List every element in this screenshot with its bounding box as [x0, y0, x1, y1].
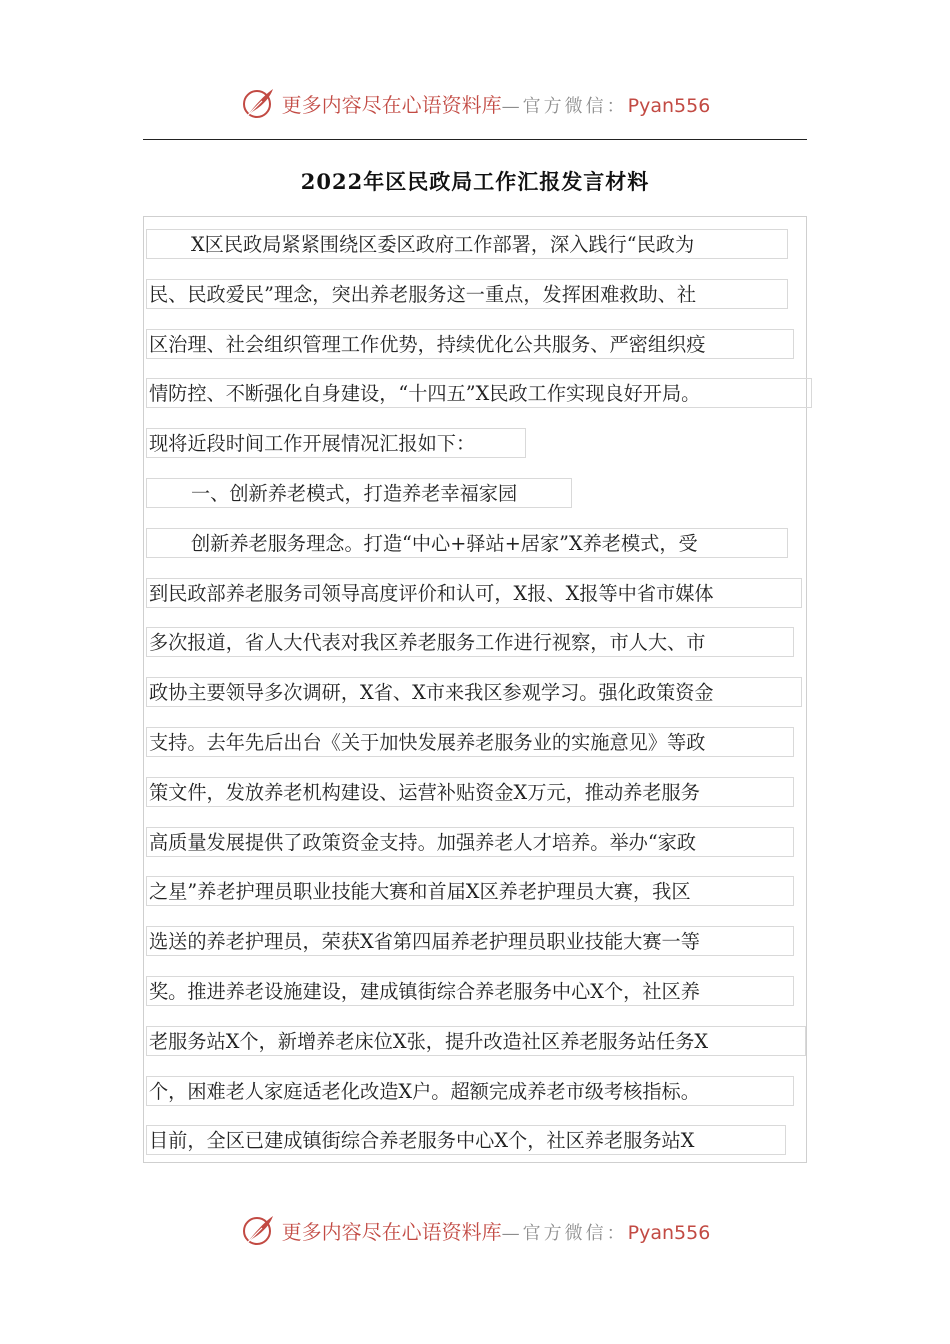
body-line: 一、创新养老模式，打造养老幸福家园 [146, 478, 572, 508]
body-line: 民、民政爱民”理念，突出养老服务这一重点，发挥困难救助、社 [146, 279, 788, 309]
wechat-id: Pyan556 [627, 94, 711, 117]
banner-text [282, 89, 711, 118]
document-title: 2022年区民政局工作汇报发言材料 [300, 169, 650, 194]
body-line: 创新养老服务理念。打造“中心+驿站+居家”X养老模式，受 [146, 528, 788, 558]
wechat-label: 官方微信： [522, 95, 628, 117]
quill-feather-logo-icon [240, 85, 276, 121]
body-line: 多次报道，省人大代表对我区养老服务工作进行视察，市人大、市 [146, 627, 794, 657]
wechat-id: Pyan556 [627, 1221, 711, 1244]
brand-name: 更多内容尽在心语资料库 [281, 1219, 502, 1244]
body-line: 政协主要领导多次调研，X省、X市来我区参观学习。强化政策资金 [146, 677, 802, 707]
body-line: 现将近段时间工作开展情况汇报如下： [146, 428, 526, 458]
body-line: 区治理、社会组织管理工作优势，持续优化公共服务、严密组织疫 [146, 329, 794, 359]
brand-separator: — [501, 1222, 523, 1244]
body-line: 老服务站X个，新增养老床位X张，提升改造社区养老服务站任务X [146, 1026, 806, 1056]
body-line: 之星”养老护理员职业技能大赛和首届X区养老护理员大赛，我区 [146, 876, 794, 906]
body-line: 个，困难老人家庭适老化改造X户。超额完成养老市级考核指标。 [146, 1076, 794, 1106]
wechat-label: 官方微信： [522, 1222, 628, 1244]
banner-text [282, 1216, 711, 1245]
header-rule [143, 139, 807, 140]
header-banner [0, 78, 950, 128]
body-line: 目前，全区已建成镇街综合养老服务中心X个，社区养老服务站X [146, 1125, 786, 1155]
footer-banner [0, 1205, 950, 1255]
body-line: 高质量发展提供了政策资金支持。加强养老人才培养。举办“家政 [146, 827, 794, 857]
quill-feather-logo-icon [240, 1212, 276, 1248]
body-line: 策文件，发放养老机构建设、运营补贴资金X万元，推动养老服务 [146, 777, 794, 807]
body-line: 到民政部养老服务司领导高度评价和认可，X报、X报等中省市媒体 [146, 578, 802, 608]
body-line: 奖。推进养老设施建设，建成镇街综合养老服务中心X个，社区养 [146, 976, 794, 1006]
body-line: 选送的养老护理员，荣获X省第四届养老护理员职业技能大赛一等 [146, 926, 794, 956]
body-line: 情防控、不断强化自身建设，“十四五”X民政工作实现良好开局。 [146, 378, 812, 408]
body-line: X区民政局紧紧围绕区委区政府工作部署，深入践行“民政为 [146, 229, 788, 259]
brand-separator: — [501, 95, 523, 117]
body-line: 支持。去年先后出台《关于加快发展养老服务业的实施意见》等政 [146, 727, 794, 757]
brand-name: 更多内容尽在心语资料库 [281, 92, 502, 117]
